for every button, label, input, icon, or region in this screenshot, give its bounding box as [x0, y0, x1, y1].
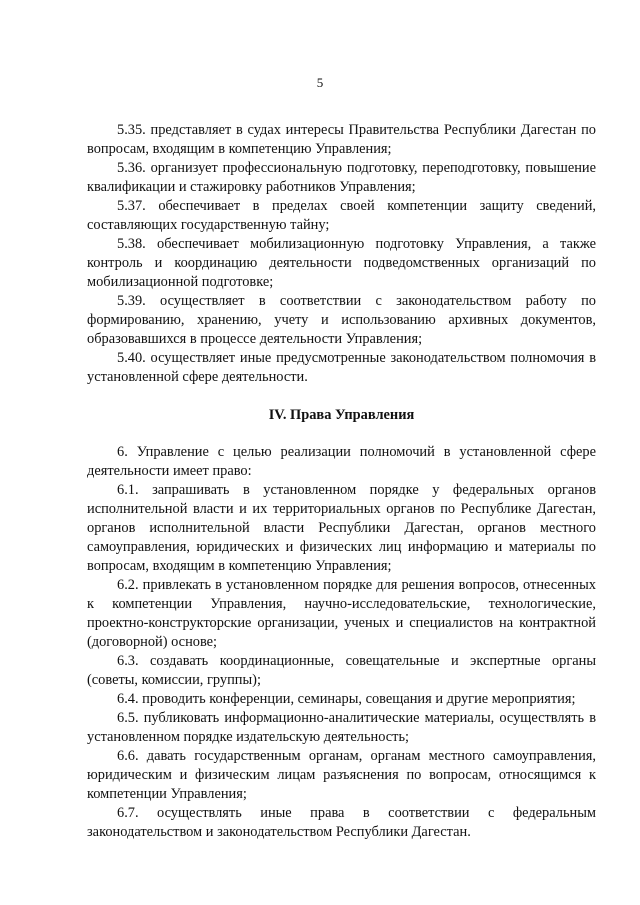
paragraph-5-39: 5.39. осуществляет в соответствии с законодательством работу по формированию, хранению, учету и использованию архивных документов, образовавшихся в процессе деятельности Управления; — [87, 293, 596, 347]
paragraph-5-37: 5.37. обеспечивает в пределах своей компетенции защиту сведений, составляющих государственную тайну; — [87, 198, 596, 233]
paragraph-6-4: 6.4. проводить конференции, семинары, совещания и другие мероприятия; — [117, 691, 576, 707]
paragraph-5-35: 5.35. представляет в судах интересы Правительства Республики Дагестан по вопросам, входящим в компетенцию Управления; — [87, 122, 596, 157]
section-heading: IV. Права Управления — [268, 407, 415, 423]
paragraph-6-5: 6.5. публиковать информационно-аналитические материалы, осуществлять в установленном порядке издательскую деятельность; — [87, 710, 596, 745]
paragraph-6: 6. Управление с целью реализации полномочий в установленной сфере деятельности имеет право: — [87, 444, 596, 479]
page-number: 5 — [316, 75, 324, 90]
paragraph-5-36: 5.36. организует профессиональную подготовку, переподготовку, повышение квалификации и стажировку работников Управления; — [87, 160, 596, 195]
paragraph-6-6: 6.6. давать государственным органам, органам местного самоуправления, юридическим и физическим лицам разъяснения по вопросам, относящимся к компетенции Управления; — [87, 748, 596, 802]
paragraph-5-40: 5.40. осуществляет иные предусмотренные законодательством полномочия в установленной сфере деятельности. — [87, 350, 596, 385]
paragraph-6-1: 6.1. запрашивать в установленном порядке у федеральных органов исполнительной власти и их территориальных органов по Республике Дагестан, органов исполнительной власти Республики Дагестан, органов местного самоуправления, юридических и физических лиц информацию и материалы по вопросам, входящим в компетенцию Управления; — [87, 482, 596, 574]
paragraph-6-2: 6.2. привлекать в установленном порядке для решения вопросов, отнесенных к компетенции Управления, научно-исследовательские, технологические, проектно-конструкторские организации, ученых и специалистов на контрактной (договорной) основе; — [87, 577, 596, 650]
paragraph-5-38: 5.38. обеспечивает мобилизационную подготовку Управления, а также контроль и координацию деятельности подведомственных организаций по мобилизационной подготовке; — [87, 236, 596, 290]
document-body — [87, 121, 596, 842]
paragraph-6-7: 6.7. осуществлять иные права в соответствии с федеральным законодательством и законодательством Республики Дагестан. — [87, 805, 596, 840]
paragraph-6-3: 6.3. создавать координационные, совещательные и экспертные органы (советы, комиссии, группы); — [87, 653, 596, 688]
